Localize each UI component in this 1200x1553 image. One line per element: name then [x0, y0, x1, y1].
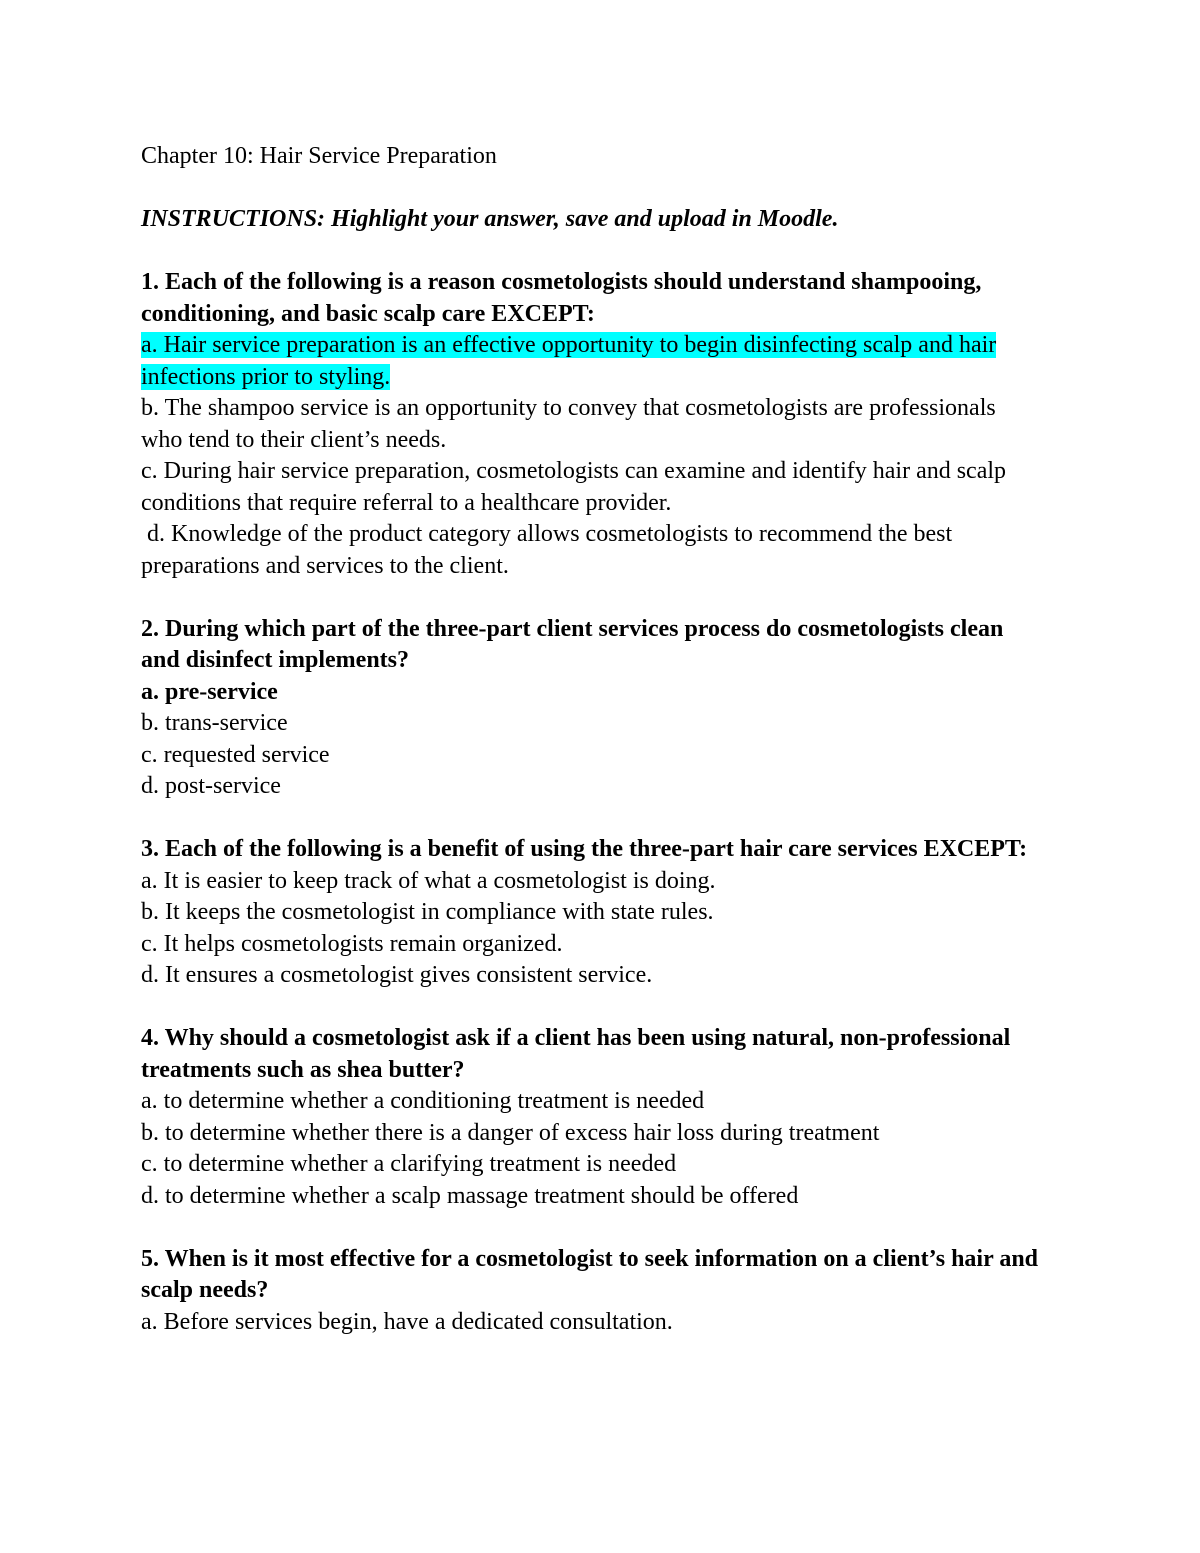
question-text: 1. Each of the following is a reason cosmetologists should understand shampooing, conditioning, and basic scalp care EXCEPT:: [141, 269, 982, 327]
option-4b[interactable]: b. to determine whether there is a danger of excess hair loss during treatment: [141, 1119, 880, 1146]
question-4: [141, 1023, 1041, 1212]
question-text: 3. Each of the following is a benefit of using the three-part hair care services EXCEPT:: [141, 836, 1028, 862]
option-1a[interactable]: [141, 330, 1041, 393]
option-2b[interactable]: b. trans-service: [141, 710, 288, 736]
option-3d[interactable]: d. It ensures a cosmetologist gives consistent service.: [141, 962, 653, 988]
question-3: [141, 834, 1041, 992]
option-3b[interactable]: b. It keeps the cosmetologist in compliance with state rules.: [141, 899, 714, 925]
question-text: 2. During which part of the three-part client services process do cosmetologists clean and disinfect implements?: [141, 615, 1004, 673]
option-2d[interactable]: d. post-service: [141, 773, 281, 799]
option-4a[interactable]: a. to determine whether a conditioning treatment is needed: [141, 1088, 705, 1114]
instructions-text: INSTRUCTIONS: Highlight your answer, save and upload in Moodle.: [141, 206, 839, 232]
question-2: [141, 614, 1041, 803]
option-5a[interactable]: a. Before services begin, have a dedicated consultation.: [141, 1308, 673, 1335]
option-1b[interactable]: b. The shampoo service is an opportunity to convey that cosmetologists are professionals who tend to their client’s needs.: [141, 395, 996, 453]
question-text: 5. When is it most effective for a cosmetologist to seek information on a client’s hair and scalp needs?: [141, 1245, 1039, 1303]
option-4c[interactable]: c. to determine whether a clarifying treatment is needed: [141, 1151, 677, 1177]
option-3c[interactable]: c. It helps cosmetologists remain organized.: [141, 930, 563, 957]
document-page: [141, 141, 1041, 1338]
question-5: [141, 1244, 1041, 1339]
document-title: Chapter 10: Hair Service Preparation: [141, 143, 497, 169]
option-4d[interactable]: d. to determine whether a scalp massage treatment should be offered: [141, 1182, 799, 1209]
option-1d[interactable]: d. Knowledge of the product category allows cosmetologists to recommend the best preparations and services to the client.: [141, 521, 959, 579]
highlighted-answer: a. Hair service preparation is an effective opportunity to begin disinfecting scalp and hair infections prior to styling.: [141, 332, 997, 390]
option-3a[interactable]: a. It is easier to keep track of what a cosmetologist is doing.: [141, 867, 716, 894]
option-2a[interactable]: a. pre-service: [141, 678, 278, 705]
option-2c[interactable]: c. requested service: [141, 741, 330, 768]
option-1c[interactable]: c. During hair service preparation, cosmetologists can examine and identify hair and scalp conditions that require referral to a healthcare provider.: [141, 458, 1007, 516]
question-text: 4. Why should a cosmetologist ask if a client has been using natural, non-professional treatments such as shea butter?: [141, 1025, 1011, 1083]
question-1: [141, 267, 1041, 582]
